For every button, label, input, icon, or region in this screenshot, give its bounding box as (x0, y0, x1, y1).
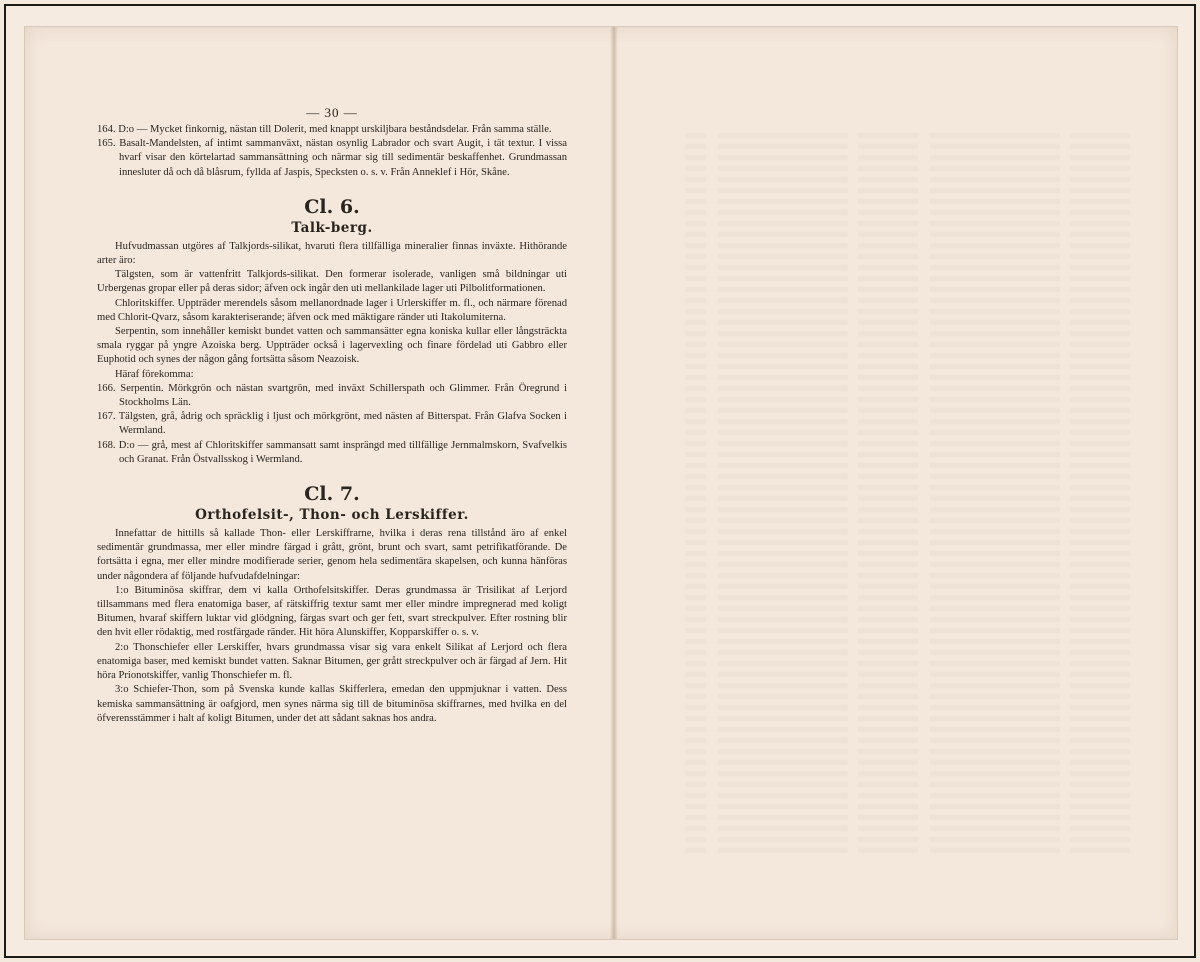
class-7-para-schiefer-thon: 3:o Schiefer-Thon, som på Svenska kunde kallas Skifferlera, emedan den uppmjuknar i vatten. Dess kemiska sammansättning är oafgjord, men synes närma sig till de bituminösa skiffrarnes, med hvilka en del öfverensstämmer i halt af koligt Bitumen, under det att sådant saknas hos andra. (97, 684, 567, 724)
entry-text: D:o — grå, mest af Chloritskiffer sammansatt samt insprängd med tillfällige Jernmalmskorn, Svafvelkis och Granat. Från Östvallsskog i Wermland. (118, 439, 567, 465)
class-7-intro: Innefattar de hittills så kallade Thon- eller Lerskiffrarne, hvilka i deras rena tillstånd äro af enkel sedimentär grundmassa, mer eller mindre färgad i grått, grönt, brunt och svart, samt petrifikatförande. De fortsätta i egna, mer eller mindre modifierade serier, genom hela sedimentära skapelsen, och kunna hänföras under någondera af följande hufvudafdelningar: (97, 528, 567, 582)
class-7-para-thonschiefer: 2:o Thonschiefer eller Lerskiffer, hvars grundmassa visar sig vara enkelt Silikat af Lerjord och flera enatomiga baser, med kemiskt bundet vatten. Saknar Bitumen, ger grått streckpulver och är färgad af Jern. Hit höra Prionotskiffer, vanlig Thonschiefer m. fl. (97, 641, 567, 682)
book-gutter (610, 27, 618, 939)
entry-text: Tälgsten, grå, ådrig och spräcklig i ljust och mörkgrönt, med nästen af Bitterspat. Från Glafva Socken i Wermland. (118, 411, 567, 437)
class-6-para-serpentin: Serpentin, som innehåller kemiskt bundet vatten och sammansätter egna koniska kullar eller långsträckta smala ryggar på yngre Azoiska berg. Uppträder också i lagervexling och finare fördelad uti Gabbro eller Euphotid och synes der någon gång fortsätta såsom Neazoisk. (97, 326, 567, 366)
entry-number: 164. (97, 124, 116, 135)
entry-167 (97, 410, 567, 438)
class-6-para-talgsten: Tälgsten, som är vattenfritt Talkjords-silikat. Den formerar isolerade, vanligen små bildningar uti Urbergenas gropar eller på deras sidor; äfven ock ingår den uti mellankilade lager uti Pilbolitformationen. (97, 269, 567, 295)
entry-165 (97, 137, 567, 180)
entry-164 (97, 123, 567, 137)
entry-168 (97, 439, 567, 467)
page-number: — 30 — (306, 105, 358, 120)
class-6-found: Häraf förekomma: (115, 368, 194, 380)
class-6-label: Cl. 6. (304, 195, 360, 218)
entry-text: Basalt-Mandelsten, af intimt sammanväxt, nästan osynlig Labrador och svart Augit, i tät textur. I vissa hvarf visar den körtelartad sammansättning och närmar sig till sedimentär beskaffenhet. Grundmassan innesluter då och då blåsrum, fyllda af Jaspis, Specksten o. s. v. Från Anneklef i Hör, Skåne. (119, 138, 567, 178)
class-7-label: Cl. 7. (304, 483, 360, 506)
class-6-para-chloritskiffer: Chloritskiffer. Uppträder merendels såsom mellanordnade lager i Urlerskiffer m. fl., och närmare förenad med Chlorit-Qvarz, såsom karakteriserande; äfven ock med mäktigare ränder uti Itakolumiterna. (97, 297, 567, 323)
left-page (97, 105, 567, 905)
book-spread (24, 26, 1178, 940)
entry-number: 166. (97, 382, 116, 394)
scan-frame (4, 4, 1196, 958)
entry-number: 165. (97, 138, 116, 150)
entry-text: D:o — Mycket finkornig, nästan till Dolerit, med knappt urskiljbara beståndsdelar. Från samma ställe. (118, 124, 552, 135)
entry-166 (97, 382, 567, 410)
entry-number: 167. (97, 411, 116, 423)
class-6-intro: Hufvudmassan utgöres af Talkjords-silikat, hvaruti flera tillfälliga mineralier finnas inväxte. Hithörande arter äro: (97, 240, 567, 267)
class-6-heading: Talk-berg. (291, 219, 373, 236)
entry-text: Serpentin. Mörkgrön och nästan svartgrön, med inväxt Schillerspath och Glimmer. Från Öregrund i Stockholms Län. (119, 382, 567, 409)
right-page-bleedthrough (685, 127, 1130, 887)
class-7-para-bituminosa: 1:o Bituminösa skiffrar, dem vi kalla Orthofelsitskiffer. Deras grundmassa är Trisilikat af Lerjord tillsammans med flera enatomiga baser, af rätskiffrig textur samt mer eller mindre impregnerad med koligt Bitumen, hvaraf skiffern luktar vid glödgning, färgas svart och ger fett, svart streckpulver. Efter rostning blir den hvit eller rödaktig, med rostfärgade ränder. Hit höra Alunskiffer, Kopparskiffer o. s. v. (97, 584, 567, 639)
class-7-heading: Orthofelsit-, Thon- och Lerskiffer. (195, 507, 469, 524)
entry-number: 168. (97, 439, 116, 451)
